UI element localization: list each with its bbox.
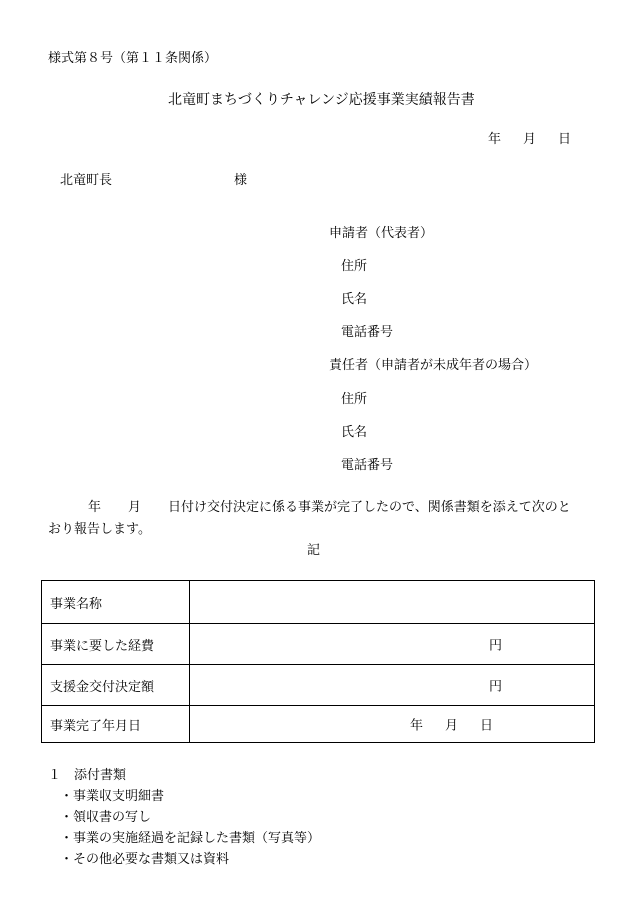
grant-amount-value-cell — [190, 665, 595, 706]
form-number: 様式第８号（第１１条関係） — [48, 51, 218, 66]
page-title: 北竜町まちづくりチャレンジ応援事業実績報告書 — [168, 92, 475, 108]
expenses-yen-unit: 円 — [489, 638, 503, 654]
applicant-address-label: 住所 — [341, 259, 368, 274]
completion-day-label: 日 — [480, 718, 494, 734]
table-row — [42, 624, 595, 665]
table-row — [42, 706, 595, 743]
grant-yen-unit: 円 — [489, 679, 503, 695]
expenses-value-cell — [190, 624, 595, 665]
body-text-line1: 日付け交付決定に係る事業が完了したので、関係書類を添えて次のと — [168, 500, 571, 515]
date-line — [488, 132, 571, 148]
completion-date-cell — [190, 706, 595, 743]
completion-year-label: 年 — [410, 718, 424, 734]
project-name-value — [190, 581, 595, 624]
row-label-grant-amount: 支援金交付決定額 — [42, 665, 190, 706]
attachment-item: ・その他必要な書類又は資料 — [60, 852, 230, 867]
row-label-expenses: 事業に要した経費 — [42, 624, 190, 665]
attachment-item: ・事業の実施経過を記録した書類（写真等） — [60, 831, 321, 846]
addressee-honorific: 様 — [234, 173, 248, 188]
body-month-label: 月 — [128, 500, 142, 515]
table-row — [42, 665, 595, 706]
completion-month-label: 月 — [445, 718, 459, 734]
ki-heading: 記 — [307, 543, 321, 558]
guardian-heading: 責任者（申請者が未成年者の場合） — [329, 358, 538, 373]
table-row — [42, 581, 595, 624]
applicant-heading: 申請者（代表者） — [329, 226, 434, 241]
date-year-label: 年 — [488, 132, 502, 147]
attachments-heading: １ 添付書類 — [48, 768, 127, 783]
date-month-label: 月 — [523, 132, 537, 147]
attachment-item: ・事業収支明細書 — [60, 789, 165, 804]
attachment-item: ・領収書の写し — [60, 810, 152, 825]
applicant-phone-label: 電話番号 — [341, 325, 394, 340]
body-year-label: 年 — [88, 500, 102, 515]
guardian-name-label: 氏名 — [341, 425, 368, 440]
applicant-name-label: 氏名 — [341, 292, 368, 307]
row-label-project-name: 事業名称 — [42, 581, 190, 624]
guardian-address-label: 住所 — [341, 392, 368, 407]
guardian-phone-label: 電話番号 — [341, 458, 394, 473]
addressee-name: 北竜町長 — [60, 173, 113, 188]
report-table — [41, 580, 595, 743]
body-text-line2: おり報告します。 — [48, 522, 151, 537]
date-day-label: 日 — [558, 132, 572, 147]
row-label-completion-date: 事業完了年月日 — [42, 706, 190, 743]
